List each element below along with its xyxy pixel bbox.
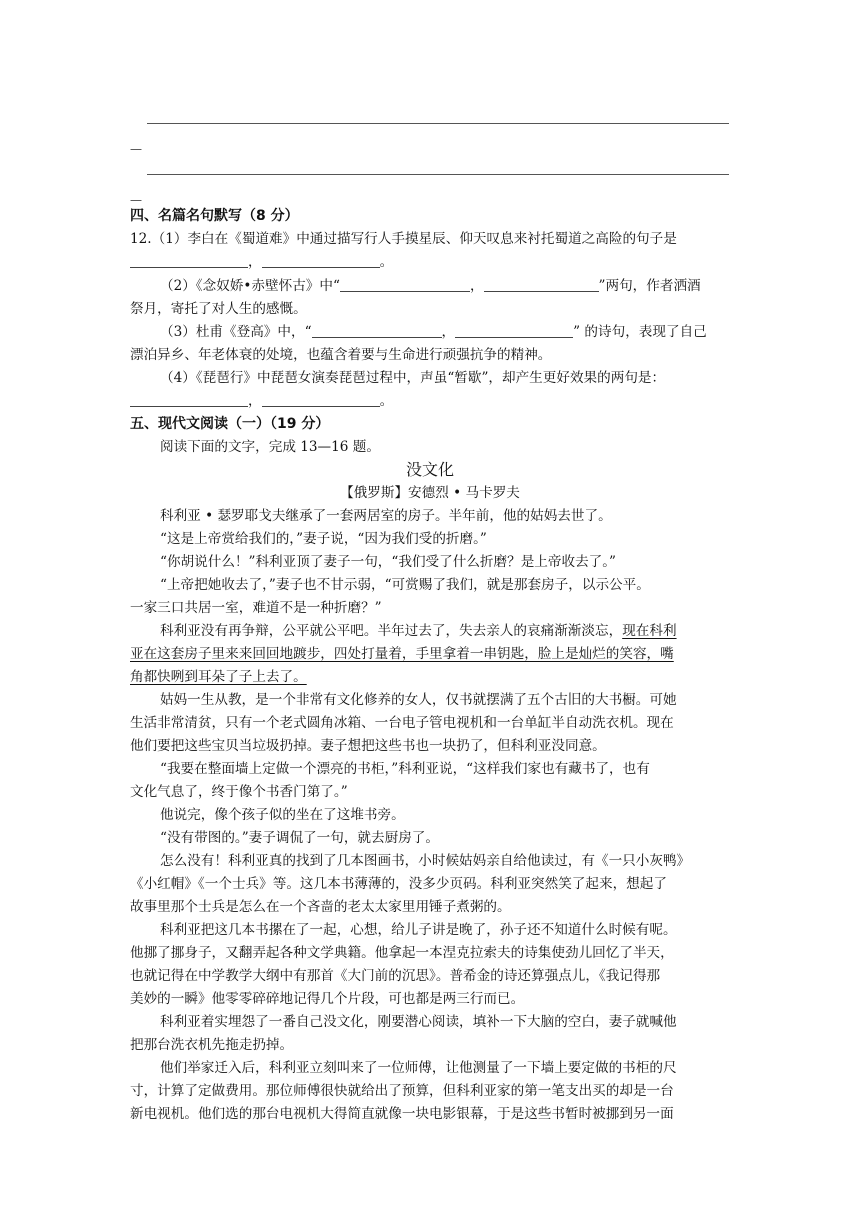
fill-blank[interactable] (455, 323, 573, 338)
fill-blank[interactable] (262, 392, 380, 407)
question-12-4: （4）《琵琶行》中琵琶女演奏琵琶过程中，声虽“暂歇”，却产生更好效果的两句是： (160, 370, 666, 386)
fill-blank[interactable] (262, 253, 380, 268)
answer-line-stub: — (130, 193, 142, 207)
story-paragraph-cont: 一家三口共居一室，难道不是一种折磨？” (130, 600, 382, 616)
section-heading-4: 四、名篇名句默写（8 分） (130, 208, 299, 224)
question-12-2-cont: 祭月，寄托了对人生的感慨。 (130, 301, 307, 317)
story-paragraph-cont: 《小红帽》《一个士兵》等。这几本书薄薄的，没多少页码。科利亚突然笑了起来，想起了 (130, 876, 667, 892)
story-paragraph-cont: 寸，计算了定做费用。那位师傅很快就给出了预算，但科利亚家的第一笔支出买的却是一台 (130, 1083, 674, 1099)
fill-blank[interactable] (312, 323, 442, 338)
story-paragraph: 姑妈一生从教，是一个非常有文化修养的女人，仅书就摆满了五个古旧的大书橱。可她 (160, 692, 677, 708)
story-paragraph: 他们举家迁入后，科利亚立刻叫来了一位师傅，让他测量了一下墙上要定做的书柜的尺 (160, 1060, 677, 1076)
fill-blank[interactable] (340, 277, 470, 292)
story-paragraph: “我要在整面墙上定做一个漂亮的书柜，”科利亚说，“这样我们家也有藏书了，也有 (160, 761, 650, 777)
story-paragraph-cont: 生活非常清贫，只有一个老式圆角冰箱、一台电子管电视机和一台单缸半自动洗衣机。现在 (130, 715, 674, 731)
story-paragraph-cont: 故事里那个士兵是怎么在一个吝啬的老太太家里用锤子煮粥的。 (130, 899, 511, 915)
story-paragraph: 他说完，像个孩子似的坐在了这堆书旁。 (160, 807, 405, 823)
story-title: 没文化 (405, 460, 454, 479)
underlined-sentence: 现在科利 (622, 623, 677, 639)
story-paragraph: “你胡说什么！”科利亚顶了妻子一句，“我们受了什么折磨？是上帝收去了。” (160, 554, 616, 570)
answer-line-stub: — (130, 142, 142, 156)
story-paragraph: 科利亚 • 瑟罗耶戈夫继承了一套两居室的房子。半年前，他的姑妈去世了。 (160, 508, 612, 524)
question-12-4-blanks: ， 。 (130, 390, 730, 412)
question-12-3-cont: 漂泊异乡、年老体衰的处境，也蕴含着要与生命进行顽强抗争的精神。 (130, 347, 552, 363)
fill-blank[interactable] (130, 392, 248, 407)
story-paragraph-cont: 把那台洗衣机先拖走扔掉。 (130, 1037, 294, 1053)
story-paragraph-cont: 他挪了挪身子，又翻弄起各种文学典籍。他拿起一本涅克拉索夫的诗集使劲儿回忆了半天， (130, 945, 674, 961)
story-paragraph: 科利亚着实埋怨了一番自己没文化，刚要潜心阅读，填补一下大脑的空白，妻子就喊他 (160, 1014, 677, 1030)
fill-blank[interactable] (484, 277, 599, 292)
story-paragraph: 科利亚没有再争辩，公平就公平吧。半年过去了，失去亲人的哀痛渐渐淡忘，现在科利 (160, 623, 677, 639)
story-paragraph: 科利亚把这几本书摞在了一起，心想，给儿子讲是晚了，孙子还不知道什么时候有呢。 (160, 922, 677, 938)
question-12-1-blanks: ， 。 (130, 251, 730, 273)
story-paragraph-cont: 文化气息了，终于像个书香门第了。” (130, 784, 348, 800)
question-12-1: 12.（1）李白在《蜀道难》中通过描写行人手摸星辰、仰天叹息来衬托蜀道之高险的句子是 (130, 231, 677, 247)
story-paragraph-cont: 新电视机。他们选的那台电视机大得简直就像一块电影银幕，于是这些书暂时被挪到另一面 (130, 1106, 674, 1122)
section-heading-5: 五、现代文阅读（一）（19 分） (130, 416, 330, 432)
fill-blank[interactable] (130, 253, 248, 268)
story-paragraph-cont: 也就记得在中学教学大纲中有那首《大门前的沉思》。普希金的诗还算强点儿，《我记得那 (130, 968, 661, 984)
story-paragraph: “上帝把她收去了，”妻子也不甘示弱，“可赏赐了我们，就是那套房子，以示公平。 (160, 577, 650, 593)
question-12-3: （3）杜甫《登高》中，“ ， ” 的诗句，表现了自己 (160, 324, 707, 340)
answer-line[interactable] (147, 174, 729, 175)
underlined-sentence: 亚在这套房子里来来回回地踱步，四处打量着，手里拿着一串钥匙，脸上是灿烂的笑容，嘴 (130, 646, 674, 662)
story-paragraph: “这是上帝赏给我们的，”妻子说，“因为我们受的折磨。” (160, 531, 487, 547)
story-paragraph-cont: 他们要把这些宝贝当垃圾扔掉。妻子想把这些书也一块扔了，但科利亚没同意。 (130, 738, 606, 754)
story-author: 【俄罗斯】安德烈 • 马卡罗夫 (340, 485, 520, 501)
story-paragraph-cont: 美妙的一瞬》他零零碎碎地记得几个片段，可也都是两三行而已。 (130, 991, 525, 1007)
underlined-sentence: 角都快咧到耳朵了子上去了。 (130, 669, 307, 685)
question-12-2: （2）《念奴娇•赤壁怀古》中“ ， ”两句，作者洒酒 (160, 278, 701, 294)
story-paragraph: 怎么没有！科利亚真的找到了几本图画书，小时候姑妈亲自给他读过，有《一只小灰鸭》 (160, 853, 691, 869)
story-paragraph: “没有带图的。”妻子调侃了一句，就去厨房了。 (160, 830, 439, 846)
reading-instruction: 阅读下面的文字，完成 13—16 题。 (160, 439, 380, 455)
answer-line[interactable] (147, 123, 729, 124)
